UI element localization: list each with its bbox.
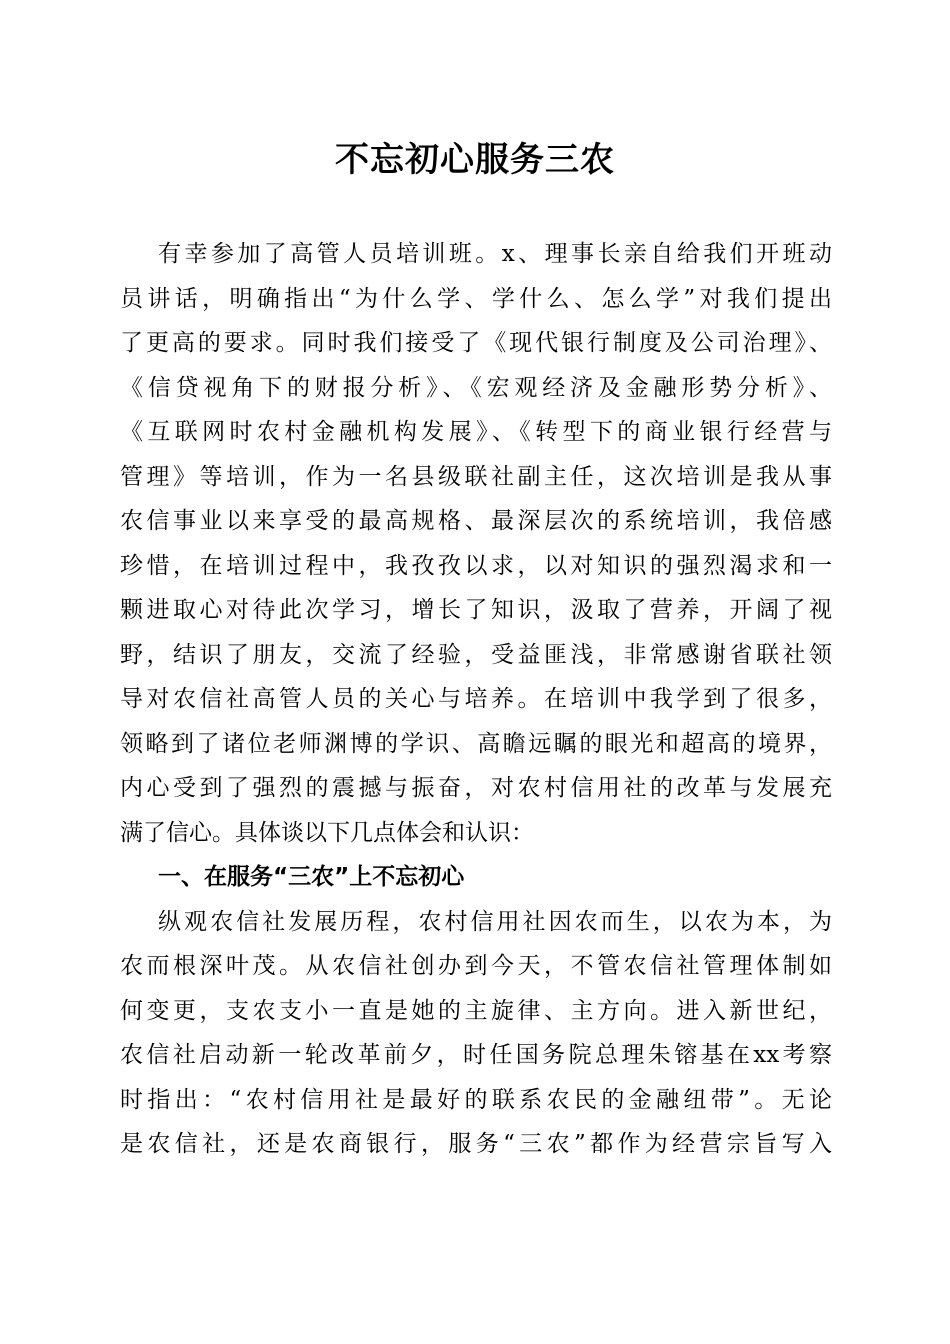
text-line: 农而根深叶茂。从农信社创办到今天，不管农信社管理体制如 [120, 953, 832, 979]
text-line: 时指出：“农村信用社是最好的联系农民的金融纽带”。无论 [120, 1086, 832, 1113]
text-line: 是农信社，还是农商银行，服务“三农”都作为经营宗旨写入 [120, 1131, 832, 1157]
text-line: 《信贷视角下的财报分析》、《宏观经济及金融形势分析》、 [120, 374, 832, 401]
text-line: 了更高的要求。同时我们接受了《现代银行制度及公司治理》、 [120, 330, 832, 356]
document-title: 不忘初心服务三农 [335, 140, 615, 180]
text-line: 农信事业以来享受的最高规格、最深层次的系统培训，我倍感 [120, 508, 832, 534]
paragraph-1 [120, 232, 832, 855]
text-line: 满了信心。具体谈以下几点体会和认识： [120, 819, 534, 846]
paragraph-2 [120, 900, 832, 1167]
text-line: 纵观农信社发展历程，农村信用社因农而生，以农为本，为 [158, 908, 832, 935]
section-heading: 一、在服务“三农”上不忘初心 [158, 864, 465, 890]
text-line: 野，结识了朋友，交流了经验，受益匪浅，非常感谢省联社领 [120, 641, 832, 668]
text-line: 农信社启动新一轮改革前夕，时任国务院总理朱镕基在xx考察 [120, 1042, 832, 1068]
text-line: 内心受到了强烈的震撼与振奋，对农村信用社的改革与发展充 [120, 775, 832, 801]
text-line: 员讲话，明确指出“为什么学、学什么、怎么学”对我们提出 [120, 285, 832, 312]
text-line: 颗进取心对待此次学习，增长了知识，汲取了营养，开阔了视 [120, 597, 832, 623]
text-line: 管理》等培训，作为一名县级联社副主任，这次培训是我从事 [120, 463, 832, 490]
text-line: 珍惜，在培训过程中，我孜孜以求，以对知识的强烈渴求和一 [120, 552, 832, 579]
text-line: 领略到了诸位老师渊博的学识、高瞻远瞩的眼光和超高的境界， [120, 730, 832, 757]
document-body [120, 232, 832, 1167]
text-line: 有幸参加了高管人员培训班。x、理事长亲自给我们开班动 [158, 241, 832, 267]
text-line: 何变更，支农支小一直是她的主旋律、主方向。进入新世纪， [120, 997, 832, 1024]
text-line: 导对农信社高管人员的关心与培养。在培训中我学到了很多， [120, 686, 832, 712]
text-line: 《互联网时农村金融机构发展》、《转型下的商业银行经营与 [120, 419, 832, 445]
